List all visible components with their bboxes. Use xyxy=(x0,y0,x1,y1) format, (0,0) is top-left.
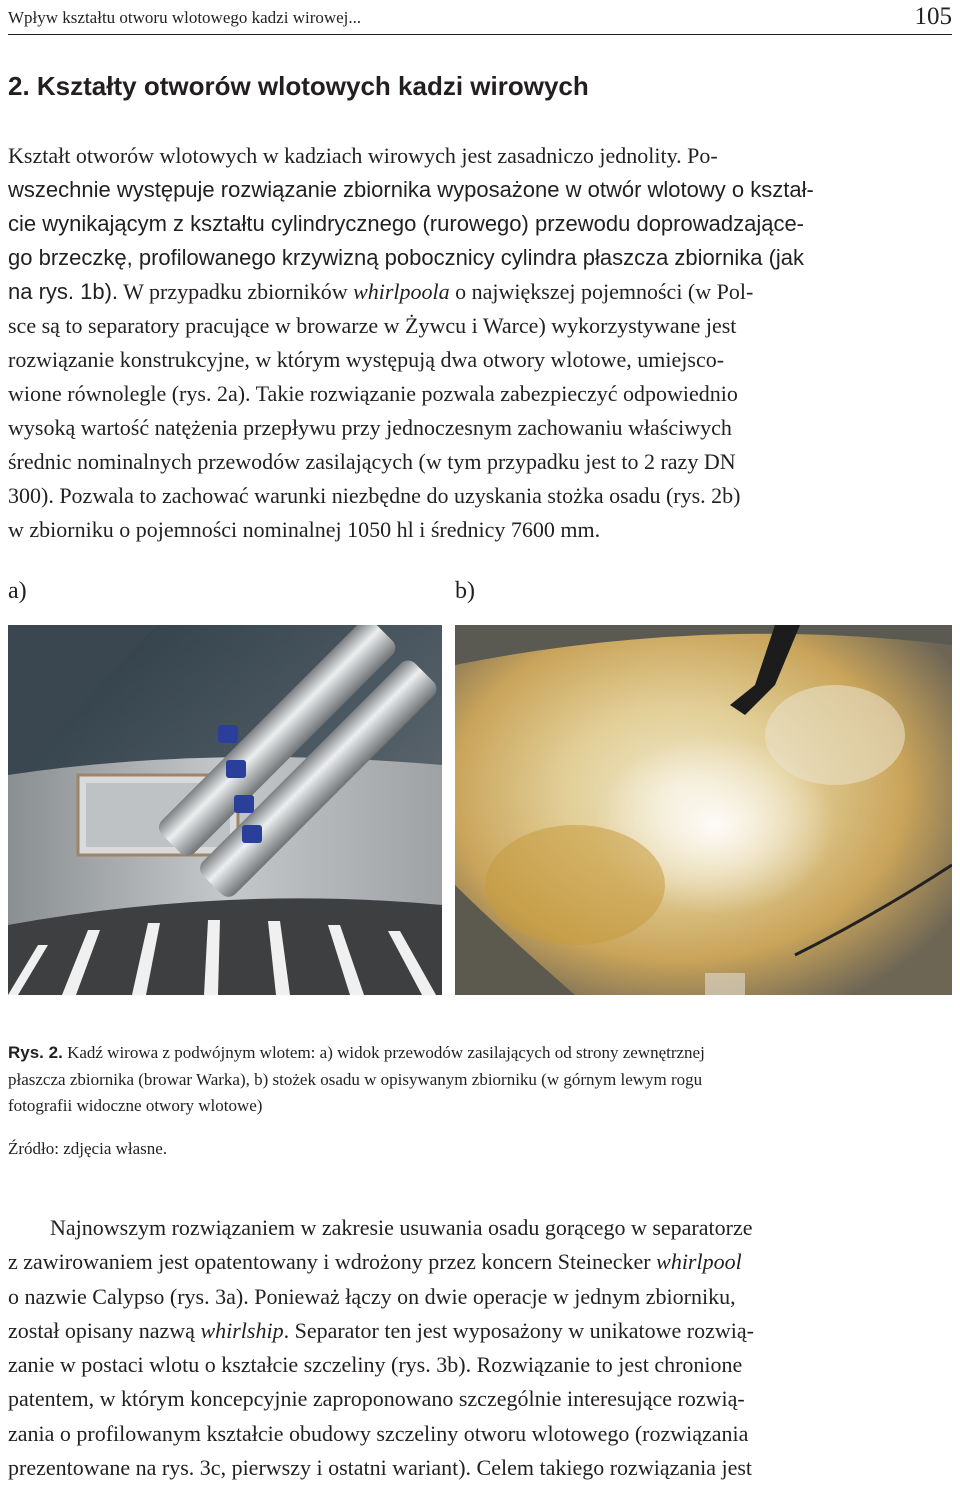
text-line: 300). Pozwala to zachować warunki niezbędne do uzyskania stożka osadu (rys. 2b) xyxy=(8,483,741,508)
text-line: wszechnie występuje rozwiązanie zbiornika wyposażone w otwór wlotowy o kształ- xyxy=(8,177,814,202)
text-span: na rys. 1b). xyxy=(8,279,119,304)
text-line: w zbiorniku o pojemności nominalnej 1050 hl i średnicy 7600 mm. xyxy=(8,517,601,542)
running-header xyxy=(8,3,952,32)
text-line xyxy=(8,1314,952,1348)
text-span: W przypadku zbiorników xyxy=(118,279,354,304)
figure-source: Źródło: zdjęcia własne. xyxy=(8,1139,168,1158)
text-line: patentem, w którym koncepcyjnie zaproponowano szczególnie interesujące rozwią- xyxy=(8,1386,745,1412)
text-line xyxy=(8,275,952,309)
paragraph-2 xyxy=(8,1211,952,1485)
italic-term: whirlship xyxy=(200,1317,284,1343)
text-span: o największej pojemności (w Pol- xyxy=(449,279,754,304)
photo-feed-pipes-image xyxy=(8,625,442,995)
section-heading: 2. Kształty otworów wlotowych kadzi wirowych xyxy=(8,71,589,101)
text-line: wysoką wartość natężenia przepływu przy jednoczesnym zachowaniu właściwych xyxy=(8,415,732,440)
text-span: z zawirowaniem jest opatentowany i wdrożony przez koncern Steinecker xyxy=(8,1249,657,1275)
text-line: zanie w postaci wlotu o kształcie szczeliny (rys. 3b). Rozwiązanie to jest chronione xyxy=(8,1352,743,1378)
caption-line: fotografii widoczne otwory wlotowe) xyxy=(8,1096,263,1115)
text-line: rozwiązanie konstrukcyjne, w którym występują dwa otwory wlotowe, umiejsco- xyxy=(8,347,725,372)
text-line: o nazwie Calypso (rys. 3a). Ponieważ łączy on dwie operacje w jednym zbiorniku, xyxy=(8,1283,736,1309)
text-span: Kadź wirowa z podwójnym wlotem: a) widok przewodów zasilających od strony zewnętrznej xyxy=(62,1043,705,1062)
running-title: Wpływ kształtu otworu wlotowego kadzi wirowej... xyxy=(8,8,362,27)
text-span: . Separator ten jest wyposażony w unikatowe rozwią- xyxy=(283,1317,754,1343)
caption-line xyxy=(8,1040,952,1067)
italic-term: whirlpool xyxy=(656,1249,742,1275)
text-line: Najnowszym rozwiązaniem w zakresie usuwania osadu gorącego w separatorze xyxy=(50,1215,753,1240)
text-line: zania o profilowanym kształcie obudowy szczeliny otworu wlotowego (rozwiązania xyxy=(8,1420,749,1446)
text-span: wione równolegle (rys. 2a). xyxy=(8,381,251,406)
header-rule xyxy=(8,34,952,35)
text-line: sce są to separatory pracujące w browarze w Żywcu i Warce) wykorzystywane jest xyxy=(8,313,737,338)
figure-label-b: b) xyxy=(455,578,475,604)
figure-label-a: a) xyxy=(8,578,27,604)
photo-feed-pipes xyxy=(8,625,442,995)
text-line: go brzeczkę, profilowanego krzywizną pobocznicy cylindra płaszcza zbiornika (jak xyxy=(8,245,805,270)
photo-sediment-cone-image xyxy=(455,625,952,995)
text-line xyxy=(8,1245,952,1279)
caption-prefix: Rys. 2. xyxy=(8,1043,63,1062)
italic-term: whirlpoola xyxy=(353,279,450,304)
text-span: został opisany nazwą xyxy=(8,1317,201,1343)
text-line xyxy=(8,377,952,411)
text-line: średnic nominalnych przewodów zasilających (w tym przypadku jest to 2 razy DN xyxy=(8,449,736,474)
caption-line: płaszcza zbiornika (browar Warka), b) stożek osadu w opisywanym zbiorniku (w górnym lewym rogu xyxy=(8,1069,703,1089)
text-line: cie wynikającym z kształtu cylindrycznego (rurowego) przewodu doprowadzające- xyxy=(8,211,805,236)
photo-sediment-cone xyxy=(455,625,952,995)
text-line: prezentowane na rys. 3c, pierwszy i ostatni wariant). Celem takiego rozwiązania jest xyxy=(8,1455,753,1481)
paragraph-1 xyxy=(8,139,952,547)
text-span: Takie rozwiązanie pozwala zabezpieczyć odpowiednio xyxy=(250,381,738,406)
page-number: 105 xyxy=(914,3,952,30)
text-line: Kształt otworów wlotowych w kadziach wirowych jest zasadniczo jednolity. Po- xyxy=(8,143,718,168)
figure-caption xyxy=(8,1040,952,1120)
